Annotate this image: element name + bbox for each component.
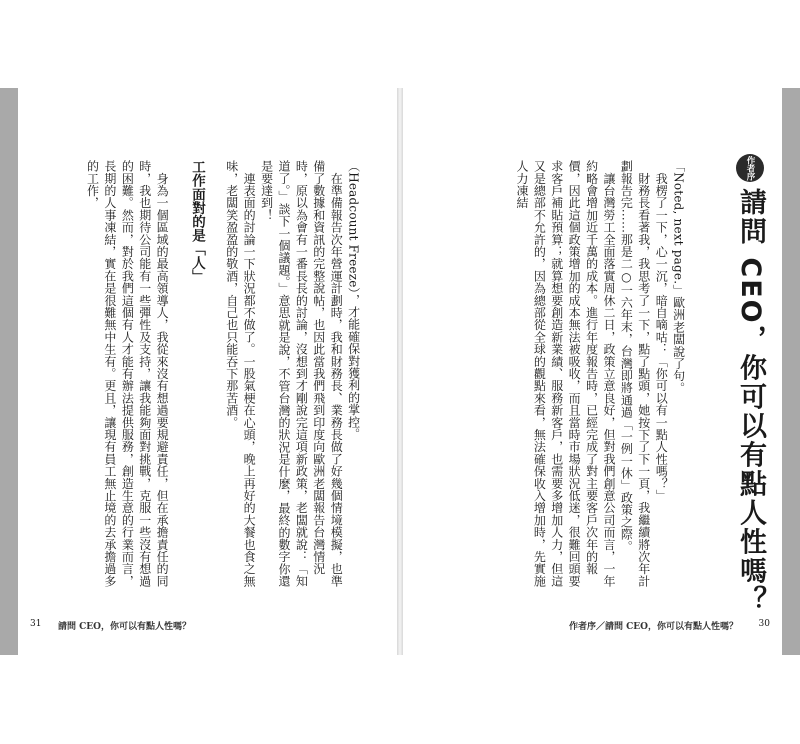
- right-paragraphs: 「Noted, next page.」歐洲老闆說了句。 我楞了一下，心一沉，暗自嘀咕：「你可以有一點人性嗎？」 財務長看著我，我思考了一下，點了點頭，她按下了下一頁，我繼續將次年計劃報告完……那是二○一六年末，台灣即將通過「一例一休」政策之際。 讓台灣勞工全面落實周休二日，政策立意良好，但對我們創意公司而言，一年約略會增加近千萬的成本。進行年度報告時，已經完成了對主要客戶次年的報價，因此這個政策增加的成本無法被吸收，而且當時市場狀況低迷，很難回頭要求客戶補貼預算；就算想要創造新業績、服務新客戶，也需要多增加人力，但這又是總部不允許的，因為總部從全球的觀點來看，無法確保收入增加時，先實施人力凍結: [514, 160, 686, 587]
- section-paragraphs: 身為一個區域的最高領導人，我從來沒有想過要規避責任，但在承擔責任的同時，我也期待公司能有一些彈性及支持，讓我能夠面對挑戰，克服一些沒有想過的困難。然而，對於我們這個有人才能有辦法提供服務，創造生意的行業而言，長期的人事凍結，實在是很難無中生有。更且，讓現有員工無止境的去承擔過多的工作，: [85, 160, 170, 587]
- right-page-body: [513, 160, 704, 590]
- left-page: [18, 88, 397, 655]
- right-running-head: 作者序／請問 CEO，你可以有點人性嗎？: [569, 622, 738, 632]
- right-page: [403, 88, 782, 655]
- book-spread: [0, 88, 800, 655]
- preface-badge: 作者序: [736, 154, 764, 182]
- left-page-body: [83, 160, 379, 590]
- chapter-title: 請問 CEO，你可以有點人性嗎？: [735, 188, 766, 615]
- left-running-head: 請問 CEO，你可以有點人性嗎？: [58, 622, 191, 632]
- left-page-number: 31: [30, 619, 42, 629]
- right-page-number: 30: [758, 619, 770, 629]
- left-paragraphs: （Headcount Freeze），才能確保對獲利的掌控。 在準備報告次年營運計劃時，我和財務長、業務長做了好幾個情境模擬，也準備了數據和資訊的完整說帖，也因此當我們飛到印度向歐洲老闆報告台灣情況時，原以為會有一番長長的討論，沒想到才剛說完這項新政策，老闆就說：「知道了。」談下一個議題。」意思就是說，不管台灣的狀況是什麼，最終的數字你還是要達到！ 連表面的討論一下狀況都不做了。一股氣梗在心頭，晚上再好的大餐也食之無味，老闆笑盈盈的敬酒，自己也只能吞下那苦酒。: [224, 160, 361, 588]
- section-heading: 工作面對的是「人」: [188, 160, 205, 284]
